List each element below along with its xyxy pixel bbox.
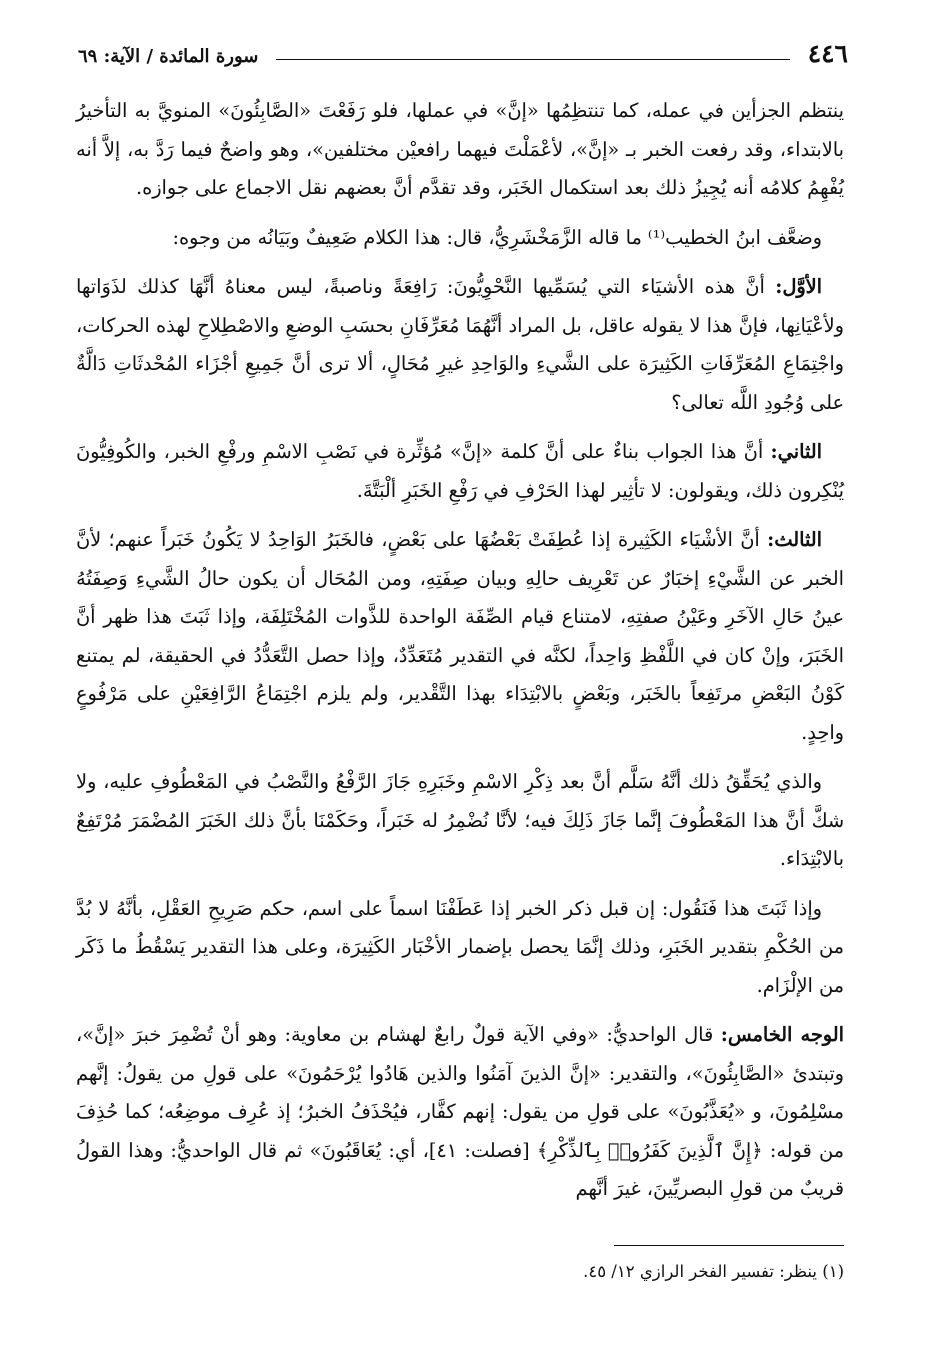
paragraph-text: أنَّ الأشْيَاء الكَثِيرة إذا عُطِفَتْ بَعْضُهَا على بَعْضٍ، فالخَبَرُ الوَاحِدُ لا يَكُونُ خَبَراً عنهم؛ لأنَّ الخبر عن الشَّيْءِ إخبَارٌ عن تَعْرِيف حالِهِ وبيان صِفَتِهِ، ومن المُحَال أن يكون حالُ الشَّيءِ وَصِفَتُهُ عينُ حَالِ الآخَرِ وعَيْنُ صفتِهِ، لامتناع قيام الصِّفَة الواحدة للذَّوات المُخْتَلِفَة، وإذا ثَبَتَ هذا ظهر أنَّ الخَبَرَ، وإنْ كان في اللَّفْظِ وَاحِداً، لكنَّه في التقدير مُتَعَدِّدٌ، وإذا حصل التَّعَدُّدُ في الحقيقة، لم يمتنع كَوْنُ البَعْضِ مرتَفِعاً بالخَبَر، وبَعْضٍ بالابْتِدَاء بهذا التَّقْدير، ولم يلزم اجْتِمَاعُ الرَّافِعَيْنِ على مَرْفُوعٍ واحِدٍ. — [76, 528, 844, 744]
paragraph-lead: الوجه الخامس: — [720, 1023, 844, 1046]
paragraph-lead: الأوَّل: — [775, 275, 822, 298]
paragraph — [76, 890, 844, 1006]
paragraph-text: ينتظم الجزأين في عمله، كما تنتظِمُها «إنَّ» في عملها، فلو رَفَعْتَ «الصَّابِئُونَ» المنويَّ به التأخيرُ بالابتداء، وقد رفعت الخبر بـ «إنَّ»، لأعْمَلْتَ فيهما رافعيْن مختلفين»، وهو واضحٌ فيما رَدَّ به، إلاَّ أنه يُفْهِمُ كلامُه أنه يُجِيزُ ذلك بعد استكمال الخَبَر، وقد تقدَّم أنَّ بعضهم نقل الاجماع على جوازه. — [76, 99, 844, 199]
paragraph-text: والذي يُحَقِّقُ ذلك أنَّهُ سَلَّم أنَّ بعد ذِكْرِ الاسْمِ وخَبَرِهِ جَازَ الرَّفْعُ والنَّصْبُ في المَعْطُوفِ عليه، ولا شكَّ أنَّ هذا المَعْطُوفَ إنَّما جَازَ ذَلِكَ فيه؛ لأنَّا نُضْمِرُ له خَبَراً، وحَكَمْنَا بأنَّ ذلك الخَبَرَ المُضْمَرَ مُرْتَفِعٌ بالابْتِدَاء. — [76, 770, 844, 870]
paragraph-text: وإذا ثَبَتَ هذا فَنَقُول: إن قبل ذكر الخبر إذا عَطَفْنَا اسماً على اسم، حكم صَرِيحِ العَقْلِ، بأنَّهُ لا بُدَّ من الحُكْمِ بتقدير الخَبَرِ، وذلك إنَّمَا يحصل بإضمار الأخْبَار الكَثِيرَة، وعلى هذا التقدير يَسْقُطُ ما ذَكَر من الإلْزَام. — [76, 896, 844, 997]
paragraph — [76, 433, 844, 510]
paragraph — [76, 219, 844, 258]
paragraph-text: أنَّ هذا الجواب بناءٌ على أنَّ كلمة «إنَّ» مُؤثِّرة في نَصْبِ الاسْمِ ورفْعِ الخبر، والكُوفِيُّونَ يُنْكِرون ذلك، ويقولون: لا تأثِير لهذا الحَرْفِ في رَفْعِ الخَبَرِ ألْبَتَّةَ. — [76, 440, 844, 502]
running-title: سورة المائدة / الآية: ٦٩ — [78, 46, 259, 67]
paragraph-lead: الثاني: — [770, 440, 822, 463]
paragraph — [76, 1016, 844, 1209]
footnote: (١) ينظر: تفسير الفخر الرازي ١٢/ ٤٥. — [583, 1262, 844, 1281]
paragraph — [76, 763, 844, 879]
paragraph — [76, 268, 844, 422]
header-rule — [276, 59, 789, 60]
page-number: ٤٤٦ — [807, 39, 848, 68]
paragraph-text: أنَّ هذه الأشيَاء التي يُسَمِّيها النَّحْوِيُّونَ: رَافِعَةً وناصبةً، ليس معناهُ أنَّهَا كذلك لذَوَاتها ولأعْيَانِها، فإنَّ هذا لا يقوله عاقل، بل المراد أنَّهُمَا مُعَرِّفَانِ بحسَبِ الوضعِ والاصْطِلاحِ لهذه الحركات، واجْتِمَاعِ المُعَرِّفَاتِ الكَثِيرَة على الشَّيءِ والوَاحِدِ غيرِ مُحَالٍ، ألا ترى أنَّ جَمِيعِ أجْزَاء المُحْدثَاتِ دَالَّةٌ على وُجُودِ اللَّه تعالى؟ — [76, 275, 844, 414]
paragraph-lead: الثالث: — [767, 528, 822, 551]
main-text — [76, 92, 844, 1220]
paragraph-text: قال الواحديُّ: «وفي الآية قولٌ رابعٌ لهشام بن معاوية: وهو أنْ تُضْمِرَ خبرَ «إنَّ»، وتبتدئ «الصَّابِئُونَ»، والتقدير: «إنَّ الذينَ آمَنُوا والذين هَادُوا يُرْحَمُونَ» على قولِ من يقولُ: إنَّهم مسْلِمُونَ، و «يُعَذَّبُونَ» على قولِ من يقول: إنهم كفَّار، فيُحْذَفُ الخبرُ؛ إذ عُرِف موضِعُه؛ كما حُذِفَ من قوله: ﴿إِنَّ ٱلَّذِينَ كَفَرُوا۟ بِٱلذِّكْرِ﴾ [فصلت: ٤١]، أي: يُعَاقَبُونَ» ثم قال الواحديُّ: وهذا القولُ قريبٌ من قولِ البصريِّينَ، غيرَ أنَّهم — [76, 1023, 844, 1200]
footnote-separator — [614, 1245, 844, 1246]
page-header — [78, 30, 848, 66]
paragraph — [76, 92, 844, 208]
paragraph — [76, 521, 844, 752]
paragraph-text: وضعَّف ابنُ الخطيب⁽¹⁾ ما قاله الزَّمَخْشَرِيُّ، قال: هذا الكلام ضَعِيفٌ وبَيَانُه من وجوه: — [172, 225, 822, 249]
